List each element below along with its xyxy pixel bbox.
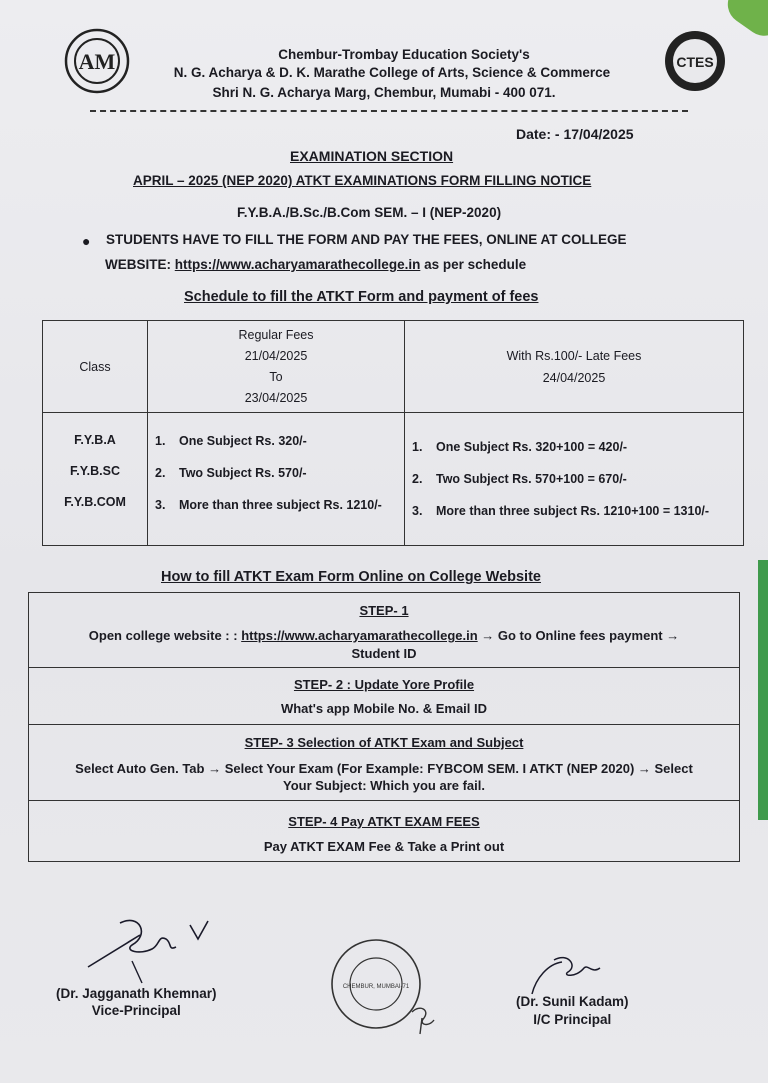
instruction-prefix: WEBSITE: [105, 257, 175, 272]
item-number: 1. [412, 440, 423, 454]
step-2-title: STEP- 2 : Update Yore Profile [293, 677, 475, 692]
list-item [149, 457, 403, 489]
late-fee-list [405, 413, 744, 546]
logo-right-text: CTES [676, 54, 714, 70]
class-fyba: F.Y.B.A [74, 433, 116, 447]
logo-left-text: AM [78, 49, 116, 74]
step-1-line-1 [29, 628, 739, 643]
header-divider [90, 110, 688, 112]
vice-principal-name: (Dr. Jagganath Khemnar) [56, 986, 217, 1001]
list-item [406, 431, 742, 463]
regular-fee-list [148, 413, 405, 546]
step-3-title: STEP- 3 Selection of ATKT Exam and Subject [244, 735, 524, 750]
notice-date: Date: - 17/04/2025 [516, 126, 634, 142]
fees-table [42, 320, 744, 546]
step-1-prefix: Open college website : : [88, 628, 242, 643]
howto-title: How to fill ATKT Exam Form Online on College Website [161, 569, 541, 585]
principal-name: (Dr. Sunil Kadam) [516, 994, 629, 1009]
item-number: 2. [412, 472, 423, 486]
steps-box [28, 592, 740, 862]
regular-end-date: 23/04/2025 [244, 390, 308, 405]
instruction-suffix: as per schedule [420, 257, 527, 272]
class-fybsc: F.Y.B.SC [69, 464, 120, 478]
item-number: 3. [412, 504, 423, 518]
schedule-title: Schedule to fill the ATKT Form and payment of fees [184, 289, 539, 305]
stamp-initial [408, 1002, 438, 1036]
step-3-line-1: Select Auto Gen. Tab → Select Your Exam (For Example: FYBCOM SEM. I ATKT (NEP 2020) → Select [75, 761, 693, 776]
step-4-text: Pay ATKT EXAM Fee & Take a Print out [263, 839, 505, 854]
list-item [406, 463, 742, 495]
item-text: Two Subject Rs. 570/- [179, 466, 307, 480]
list-item [406, 495, 742, 527]
col-late-header [405, 321, 744, 413]
step-2-text: What's app Mobile No. & Email ID [280, 701, 488, 716]
step-1-title: STEP- 1 [359, 603, 409, 618]
col-regular-header [148, 321, 405, 413]
step-1-link[interactable]: https://www.acharyamarathecollege.in [241, 628, 478, 643]
signature-left [80, 905, 220, 985]
vice-principal-title: Vice-Principal [91, 1003, 181, 1018]
step-3 [29, 725, 739, 801]
signature-right [528, 950, 608, 998]
regular-fees-label: Regular Fees [238, 327, 314, 342]
item-text: More than three subject Rs. 1210+100 = 1310/- [436, 504, 710, 518]
step-4-title: STEP- 4 Pay ATKT EXAM FEES [288, 814, 480, 829]
college-address: Shri N. G. Acharya Marg, Chembur, Mumabi - 400 071. [212, 85, 556, 100]
principal-block [516, 993, 629, 1029]
list-item [149, 489, 403, 521]
col-class-header: Class [43, 321, 148, 413]
instruction-line-1: STUDENTS HAVE TO FILL THE FORM AND PAY THE FEES, ONLINE AT COLLEGE [106, 232, 627, 247]
step-2 [29, 668, 739, 725]
notice-title: APRIL – 2025 (NEP 2020) ATKT EXAMINATIONS FORM FILLING NOTICE [133, 173, 592, 188]
item-text: One Subject Rs. 320+100 = 420/- [436, 440, 628, 454]
edge-decoration [758, 560, 768, 820]
list-item [149, 425, 403, 457]
step-1-suffix: → Go to Online fees payment → [477, 628, 680, 643]
website-link[interactable]: https://www.acharyamarathecollege.in [174, 257, 421, 272]
regular-start-date: 21/04/2025 [244, 348, 308, 363]
instruction-line-2 [105, 257, 526, 272]
item-text: One Subject Rs. 320/- [179, 434, 307, 448]
table-row [43, 413, 744, 546]
semester-line: F.Y.B.A./B.Sc./B.Com SEM. – I (NEP-2020) [237, 205, 502, 220]
table-header-row [43, 321, 744, 413]
college-name: N. G. Acharya & D. K. Marathe College of Arts, Science & Commerce [173, 65, 611, 80]
class-fybcom: F.Y.B.COM [64, 495, 126, 509]
section-heading: EXAMINATION SECTION [290, 148, 454, 164]
item-number: 1. [155, 434, 166, 448]
bullet-icon: ● [82, 233, 91, 249]
item-number: 2. [155, 466, 166, 480]
late-fees-label: With Rs.100/- Late Fees [506, 348, 642, 363]
step-1 [29, 593, 739, 668]
regular-to: To [269, 369, 283, 384]
class-list [43, 413, 148, 546]
late-fees-date: 24/04/2025 [542, 370, 606, 385]
stamp-text: CHEMBUR, MUMBAI-71 [342, 984, 410, 990]
step-4 [29, 801, 739, 861]
item-number: 3. [155, 498, 166, 512]
step-3-line-2: Your Subject: Which you are fail. [282, 778, 485, 793]
step-1-line-2: Student ID [351, 646, 417, 661]
item-text: Two Subject Rs. 570+100 = 670/- [436, 472, 627, 486]
item-text: More than three subject Rs. 1210/- [179, 498, 382, 512]
vice-principal-block [56, 985, 217, 1019]
society-name: Chembur-Trombay Education Society's [278, 47, 530, 62]
principal-title: I/C Principal [533, 1012, 612, 1027]
